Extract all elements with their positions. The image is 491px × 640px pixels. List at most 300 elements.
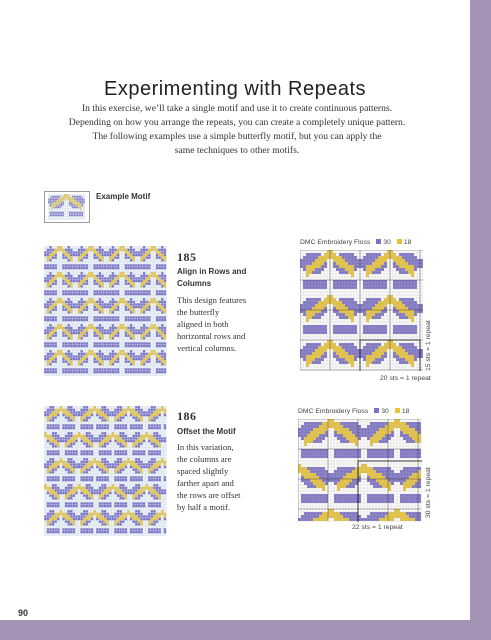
purple-stitch <box>345 331 348 334</box>
yellow-stitch <box>138 440 141 443</box>
yellow-stitch <box>313 476 316 479</box>
purple-stitch <box>83 442 86 445</box>
purple-stitch <box>385 455 388 458</box>
yellow-stitch <box>161 358 164 361</box>
yellow-stitch <box>96 329 99 332</box>
purple-stitch <box>153 468 156 471</box>
purple-stitch <box>143 272 146 275</box>
yellow-stitch <box>409 434 412 437</box>
purple-stitch <box>143 293 146 296</box>
purple-stitch <box>49 259 52 262</box>
purple-stitch <box>112 363 115 366</box>
yellow-stitch <box>381 301 384 304</box>
purple-stitch <box>143 353 146 356</box>
purple-stitch <box>414 328 417 331</box>
yellow-stitch <box>336 346 339 349</box>
purple-stitch <box>402 361 405 364</box>
yellow-stitch <box>112 308 115 311</box>
purple-stitch <box>135 254 138 257</box>
purple-stitch <box>396 310 399 313</box>
purple-stitch <box>132 435 135 438</box>
purple-stitch <box>345 349 348 352</box>
purple-stitch <box>78 199 80 201</box>
purple-stitch <box>125 528 128 531</box>
purple-stitch <box>73 358 76 361</box>
yellow-stitch <box>122 246 125 249</box>
purple-stitch <box>93 264 96 267</box>
purple-stitch <box>355 482 358 485</box>
yellow-stitch <box>322 431 325 434</box>
purple-stitch <box>325 449 328 452</box>
purple-stitch <box>58 207 60 209</box>
yellow-stitch <box>396 352 399 355</box>
yellow-stitch <box>143 358 146 361</box>
purple-stitch <box>91 466 94 469</box>
yellow-stitch <box>96 461 99 464</box>
purple-stitch <box>388 473 391 476</box>
purple-stitch <box>109 450 112 453</box>
yellow-stitch <box>57 324 60 327</box>
yellow-stitch <box>394 512 397 515</box>
purple-stitch <box>109 316 112 319</box>
purple-stitch <box>86 345 89 348</box>
purple-stitch <box>52 458 55 461</box>
yellow-stitch <box>415 476 418 479</box>
purple-stitch <box>96 476 99 479</box>
purple-stitch <box>54 280 57 283</box>
purple-stitch <box>49 319 52 322</box>
purple-stitch <box>104 463 107 466</box>
purple-stitch <box>80 342 83 345</box>
purple-stitch <box>303 283 306 286</box>
purple-stitch <box>62 437 65 440</box>
purple-stitch <box>109 251 112 254</box>
purple-stitch <box>125 334 128 337</box>
purple-stitch <box>114 513 117 516</box>
yellow-stitch <box>375 355 378 358</box>
purple-stitch <box>351 256 354 259</box>
yellow-stitch <box>106 440 109 443</box>
purple-stitch <box>148 476 151 479</box>
purple-stitch <box>409 449 412 452</box>
purple-stitch <box>310 494 313 497</box>
purple-stitch <box>130 272 133 275</box>
purple-stitch <box>109 301 112 304</box>
purple-stitch <box>114 518 117 521</box>
yellow-stitch <box>114 437 117 440</box>
yellow-stitch <box>60 458 63 461</box>
purple-stitch <box>145 256 148 259</box>
yellow-stitch <box>403 488 406 491</box>
yellow-stitch <box>140 334 143 337</box>
purple-stitch <box>114 316 117 319</box>
yellow-stitch <box>117 275 120 278</box>
purple-stitch <box>125 476 128 479</box>
purple-stitch <box>54 199 56 201</box>
purple-stitch <box>122 427 125 430</box>
purple-stitch <box>405 253 408 256</box>
yellow-stitch <box>132 409 135 412</box>
purple-stitch <box>125 332 128 335</box>
yellow-stitch <box>333 301 336 304</box>
yellow-stitch <box>47 259 50 262</box>
purple-stitch <box>88 528 91 531</box>
purple-stitch <box>122 468 125 471</box>
yellow-stitch <box>340 515 343 518</box>
purple-stitch <box>366 259 369 262</box>
purple-stitch <box>156 528 159 531</box>
purple-stitch <box>47 251 50 254</box>
purple-stitch <box>44 332 47 335</box>
yellow-stitch <box>333 253 336 256</box>
purple-stitch <box>384 265 387 268</box>
yellow-stitch <box>411 265 414 268</box>
yellow-stitch <box>143 308 146 311</box>
yellow-stitch <box>122 442 125 445</box>
purple-stitch <box>114 353 117 356</box>
yellow-stitch <box>132 334 135 337</box>
purple-stitch <box>391 476 394 479</box>
yellow-stitch <box>151 466 154 469</box>
purple-stitch <box>409 437 412 440</box>
purple-stitch <box>135 319 138 322</box>
yellow-stitch <box>156 355 159 358</box>
yellow-stitch <box>369 310 372 313</box>
yellow-stitch <box>351 265 354 268</box>
purple-stitch <box>80 440 83 443</box>
yellow-stitch <box>75 437 78 440</box>
yellow-stitch <box>70 440 73 443</box>
yellow-stitch <box>161 256 164 259</box>
yellow-stitch <box>62 197 64 199</box>
purple-stitch <box>151 510 154 513</box>
purple-stitch <box>405 361 408 364</box>
yellow-stitch <box>54 303 57 306</box>
yellow-stitch <box>99 513 102 516</box>
yellow-stitch <box>348 265 351 268</box>
purple-stitch <box>49 528 52 531</box>
purple-stitch <box>70 502 73 505</box>
yellow-stitch <box>382 479 385 482</box>
purple-stitch <box>80 461 83 464</box>
purple-stitch <box>409 422 412 425</box>
purple-stitch <box>114 282 117 285</box>
yellow-stitch <box>80 205 82 207</box>
purple-stitch <box>67 303 70 306</box>
yellow-stitch <box>405 262 408 265</box>
purple-stitch <box>339 361 342 364</box>
purple-stitch <box>151 505 154 508</box>
purple-stitch <box>65 450 68 453</box>
yellow-stitch <box>65 414 68 417</box>
purple-stitch <box>151 494 154 497</box>
purple-stitch <box>80 337 83 340</box>
purple-stitch <box>127 301 130 304</box>
purple-stitch <box>349 482 352 485</box>
purple-stitch <box>375 361 378 364</box>
yellow-stitch <box>153 518 156 521</box>
purple-stitch <box>138 342 141 345</box>
purple-stitch <box>83 368 86 371</box>
pattern-185-repeat-width: 20 sts = 1 repeat <box>380 375 431 382</box>
purple-stitch <box>62 368 65 371</box>
purple-stitch <box>93 342 96 345</box>
pattern-186-description <box>177 441 265 513</box>
purple-stitch <box>138 316 141 319</box>
purple-stitch <box>104 476 107 479</box>
yellow-stitch <box>379 437 382 440</box>
yellow-stitch <box>340 428 343 431</box>
yellow-stitch <box>135 515 138 518</box>
purple-stitch <box>127 282 130 285</box>
yellow-stitch <box>80 437 83 440</box>
purple-stitch <box>117 450 120 453</box>
purple-stitch <box>62 334 65 337</box>
purple-stitch <box>351 280 354 283</box>
yellow-stitch <box>312 307 315 310</box>
yellow-stitch <box>376 476 379 479</box>
purple-stitch <box>109 463 112 466</box>
purple-stitch <box>83 360 86 363</box>
purple-stitch <box>354 349 357 352</box>
purple-stitch <box>132 489 135 492</box>
purple-stitch <box>382 500 385 503</box>
purple-stitch <box>379 494 382 497</box>
yellow-stitch <box>412 428 415 431</box>
purple-stitch <box>336 310 339 313</box>
purple-stitch <box>54 476 57 479</box>
purple-stitch <box>376 497 379 500</box>
purple-stitch <box>324 328 327 331</box>
purple-stitch <box>145 316 148 319</box>
purple-stitch <box>65 360 68 363</box>
purple-stitch <box>405 256 408 259</box>
purple-stitch <box>47 355 50 358</box>
yellow-stitch <box>83 437 86 440</box>
purple-stitch <box>372 304 375 307</box>
purple-stitch <box>355 428 358 431</box>
purple-stitch <box>342 331 345 334</box>
purple-stitch <box>415 428 418 431</box>
purple-stitch <box>379 470 382 473</box>
purple-stitch <box>396 313 399 316</box>
purple-stitch <box>44 371 47 374</box>
yellow-stitch <box>333 304 336 307</box>
purple-stitch <box>143 249 146 252</box>
yellow-stitch <box>143 280 146 283</box>
purple-stitch <box>406 422 409 425</box>
yellow-stitch <box>331 419 334 422</box>
purple-stitch <box>316 437 319 440</box>
purple-stitch <box>369 286 372 289</box>
purple-stitch <box>143 440 146 443</box>
purple-stitch <box>101 355 104 358</box>
yellow-stitch <box>53 205 55 207</box>
purple-stitch <box>135 497 138 500</box>
purple-stitch <box>304 518 307 521</box>
yellow-stitch <box>70 197 72 199</box>
purple-stitch <box>47 492 50 495</box>
purple-stitch <box>408 262 411 265</box>
purple-stitch <box>346 485 349 488</box>
purple-stitch <box>348 259 351 262</box>
yellow-stitch <box>397 422 400 425</box>
purple-stitch <box>143 453 146 456</box>
purple-stitch <box>164 358 167 361</box>
yellow-stitch <box>315 349 318 352</box>
purple-stitch <box>420 355 423 358</box>
purple-stitch <box>122 531 125 534</box>
purple-stitch <box>349 515 352 518</box>
yellow-stitch <box>364 470 367 473</box>
purple-stitch <box>415 449 418 452</box>
yellow-stitch <box>47 308 50 311</box>
purple-stitch <box>316 455 319 458</box>
purple-stitch <box>106 466 109 469</box>
yellow-stitch <box>114 523 117 526</box>
purple-stitch <box>93 280 96 283</box>
yellow-stitch <box>375 310 378 313</box>
purple-stitch <box>322 473 325 476</box>
purple-stitch <box>367 455 370 458</box>
yellow-stitch <box>104 489 107 492</box>
purple-stitch <box>99 249 102 252</box>
purple-stitch <box>358 434 361 437</box>
purple-stitch <box>409 467 412 470</box>
purple-stitch <box>75 371 78 374</box>
purple-stitch <box>54 316 57 319</box>
purple-stitch <box>132 416 135 419</box>
purple-stitch <box>57 450 60 453</box>
yellow-stitch <box>369 313 372 316</box>
purple-stitch <box>418 455 421 458</box>
purple-stitch <box>57 414 60 417</box>
purple-stitch <box>348 256 351 259</box>
purple-stitch <box>83 371 86 374</box>
purple-stitch <box>135 505 138 508</box>
yellow-stitch <box>96 254 99 257</box>
yellow-stitch <box>375 304 378 307</box>
purple-stitch <box>104 306 107 309</box>
yellow-stitch <box>57 497 60 500</box>
purple-stitch <box>363 358 366 361</box>
yellow-stitch <box>370 476 373 479</box>
purple-stitch <box>408 307 411 310</box>
purple-stitch <box>135 531 138 534</box>
purple-stitch <box>52 267 55 270</box>
purple-stitch <box>336 265 339 268</box>
purple-stitch <box>49 350 52 353</box>
purple-stitch <box>156 489 159 492</box>
purple-stitch <box>73 513 76 516</box>
purple-stitch <box>307 518 310 521</box>
purple-stitch <box>112 246 115 249</box>
purple-stitch <box>396 331 399 334</box>
yellow-stitch <box>122 324 125 327</box>
yellow-stitch <box>372 313 375 316</box>
yellow-stitch <box>319 425 322 428</box>
purple-stitch <box>135 264 138 267</box>
yellow-stitch <box>117 435 120 438</box>
purple-stitch <box>119 406 122 409</box>
yellow-stitch <box>99 282 102 285</box>
purple-stitch <box>307 422 310 425</box>
yellow-stitch <box>54 411 57 414</box>
yellow-stitch <box>65 445 68 448</box>
yellow-stitch <box>403 512 406 515</box>
purple-stitch <box>355 434 358 437</box>
purple-stitch <box>117 476 120 479</box>
purple-stitch <box>60 489 63 492</box>
yellow-stitch <box>346 428 349 431</box>
purple-stitch <box>309 280 312 283</box>
purple-stitch <box>74 213 76 215</box>
purple-stitch <box>361 434 364 437</box>
yellow-stitch <box>158 463 161 466</box>
purple-stitch <box>312 271 315 274</box>
purple-stitch <box>337 473 340 476</box>
purple-stitch <box>319 512 322 515</box>
purple-stitch <box>342 316 345 319</box>
purple-stitch <box>151 476 154 479</box>
yellow-stitch <box>57 327 60 330</box>
purple-stitch <box>303 304 306 307</box>
yellow-stitch <box>161 461 164 464</box>
purple-stitch <box>138 476 141 479</box>
purple-stitch <box>164 518 167 521</box>
purple-stitch <box>73 466 76 469</box>
yellow-stitch <box>47 282 50 285</box>
purple-stitch <box>88 520 91 523</box>
purple-stitch <box>80 275 83 278</box>
purple-stitch <box>88 437 91 440</box>
purple-stitch <box>101 416 104 419</box>
yellow-stitch <box>65 518 68 521</box>
purple-stitch <box>80 528 83 531</box>
purple-stitch <box>388 476 391 479</box>
purple-stitch <box>140 505 143 508</box>
purple-stitch <box>106 293 109 296</box>
purple-stitch <box>73 267 76 270</box>
yellow-stitch <box>388 431 391 434</box>
purple-stitch <box>101 432 104 435</box>
purple-stitch <box>309 259 312 262</box>
purple-stitch <box>78 251 81 254</box>
purple-stitch <box>67 259 70 262</box>
yellow-stitch <box>342 262 345 265</box>
yellow-stitch <box>153 411 156 414</box>
purple-stitch <box>135 479 138 482</box>
purple-stitch <box>83 502 86 505</box>
purple-stitch <box>44 342 47 345</box>
yellow-stitch <box>405 352 408 355</box>
purple-stitch <box>357 352 360 355</box>
purple-stitch <box>138 494 141 497</box>
purple-stitch <box>75 212 77 214</box>
purple-stitch <box>161 337 164 340</box>
yellow-stitch <box>80 207 82 209</box>
yellow-stitch <box>337 485 340 488</box>
yellow-stitch <box>330 250 333 253</box>
purple-stitch <box>93 371 96 374</box>
purple-stitch <box>82 197 84 199</box>
pattern-185-heading: Align in Rows and Columns <box>177 267 247 288</box>
yellow-stitch <box>53 202 55 204</box>
yellow-stitch <box>96 280 99 283</box>
purple-stitch <box>151 523 154 526</box>
yellow-stitch <box>122 518 125 521</box>
yellow-stitch <box>151 298 154 301</box>
